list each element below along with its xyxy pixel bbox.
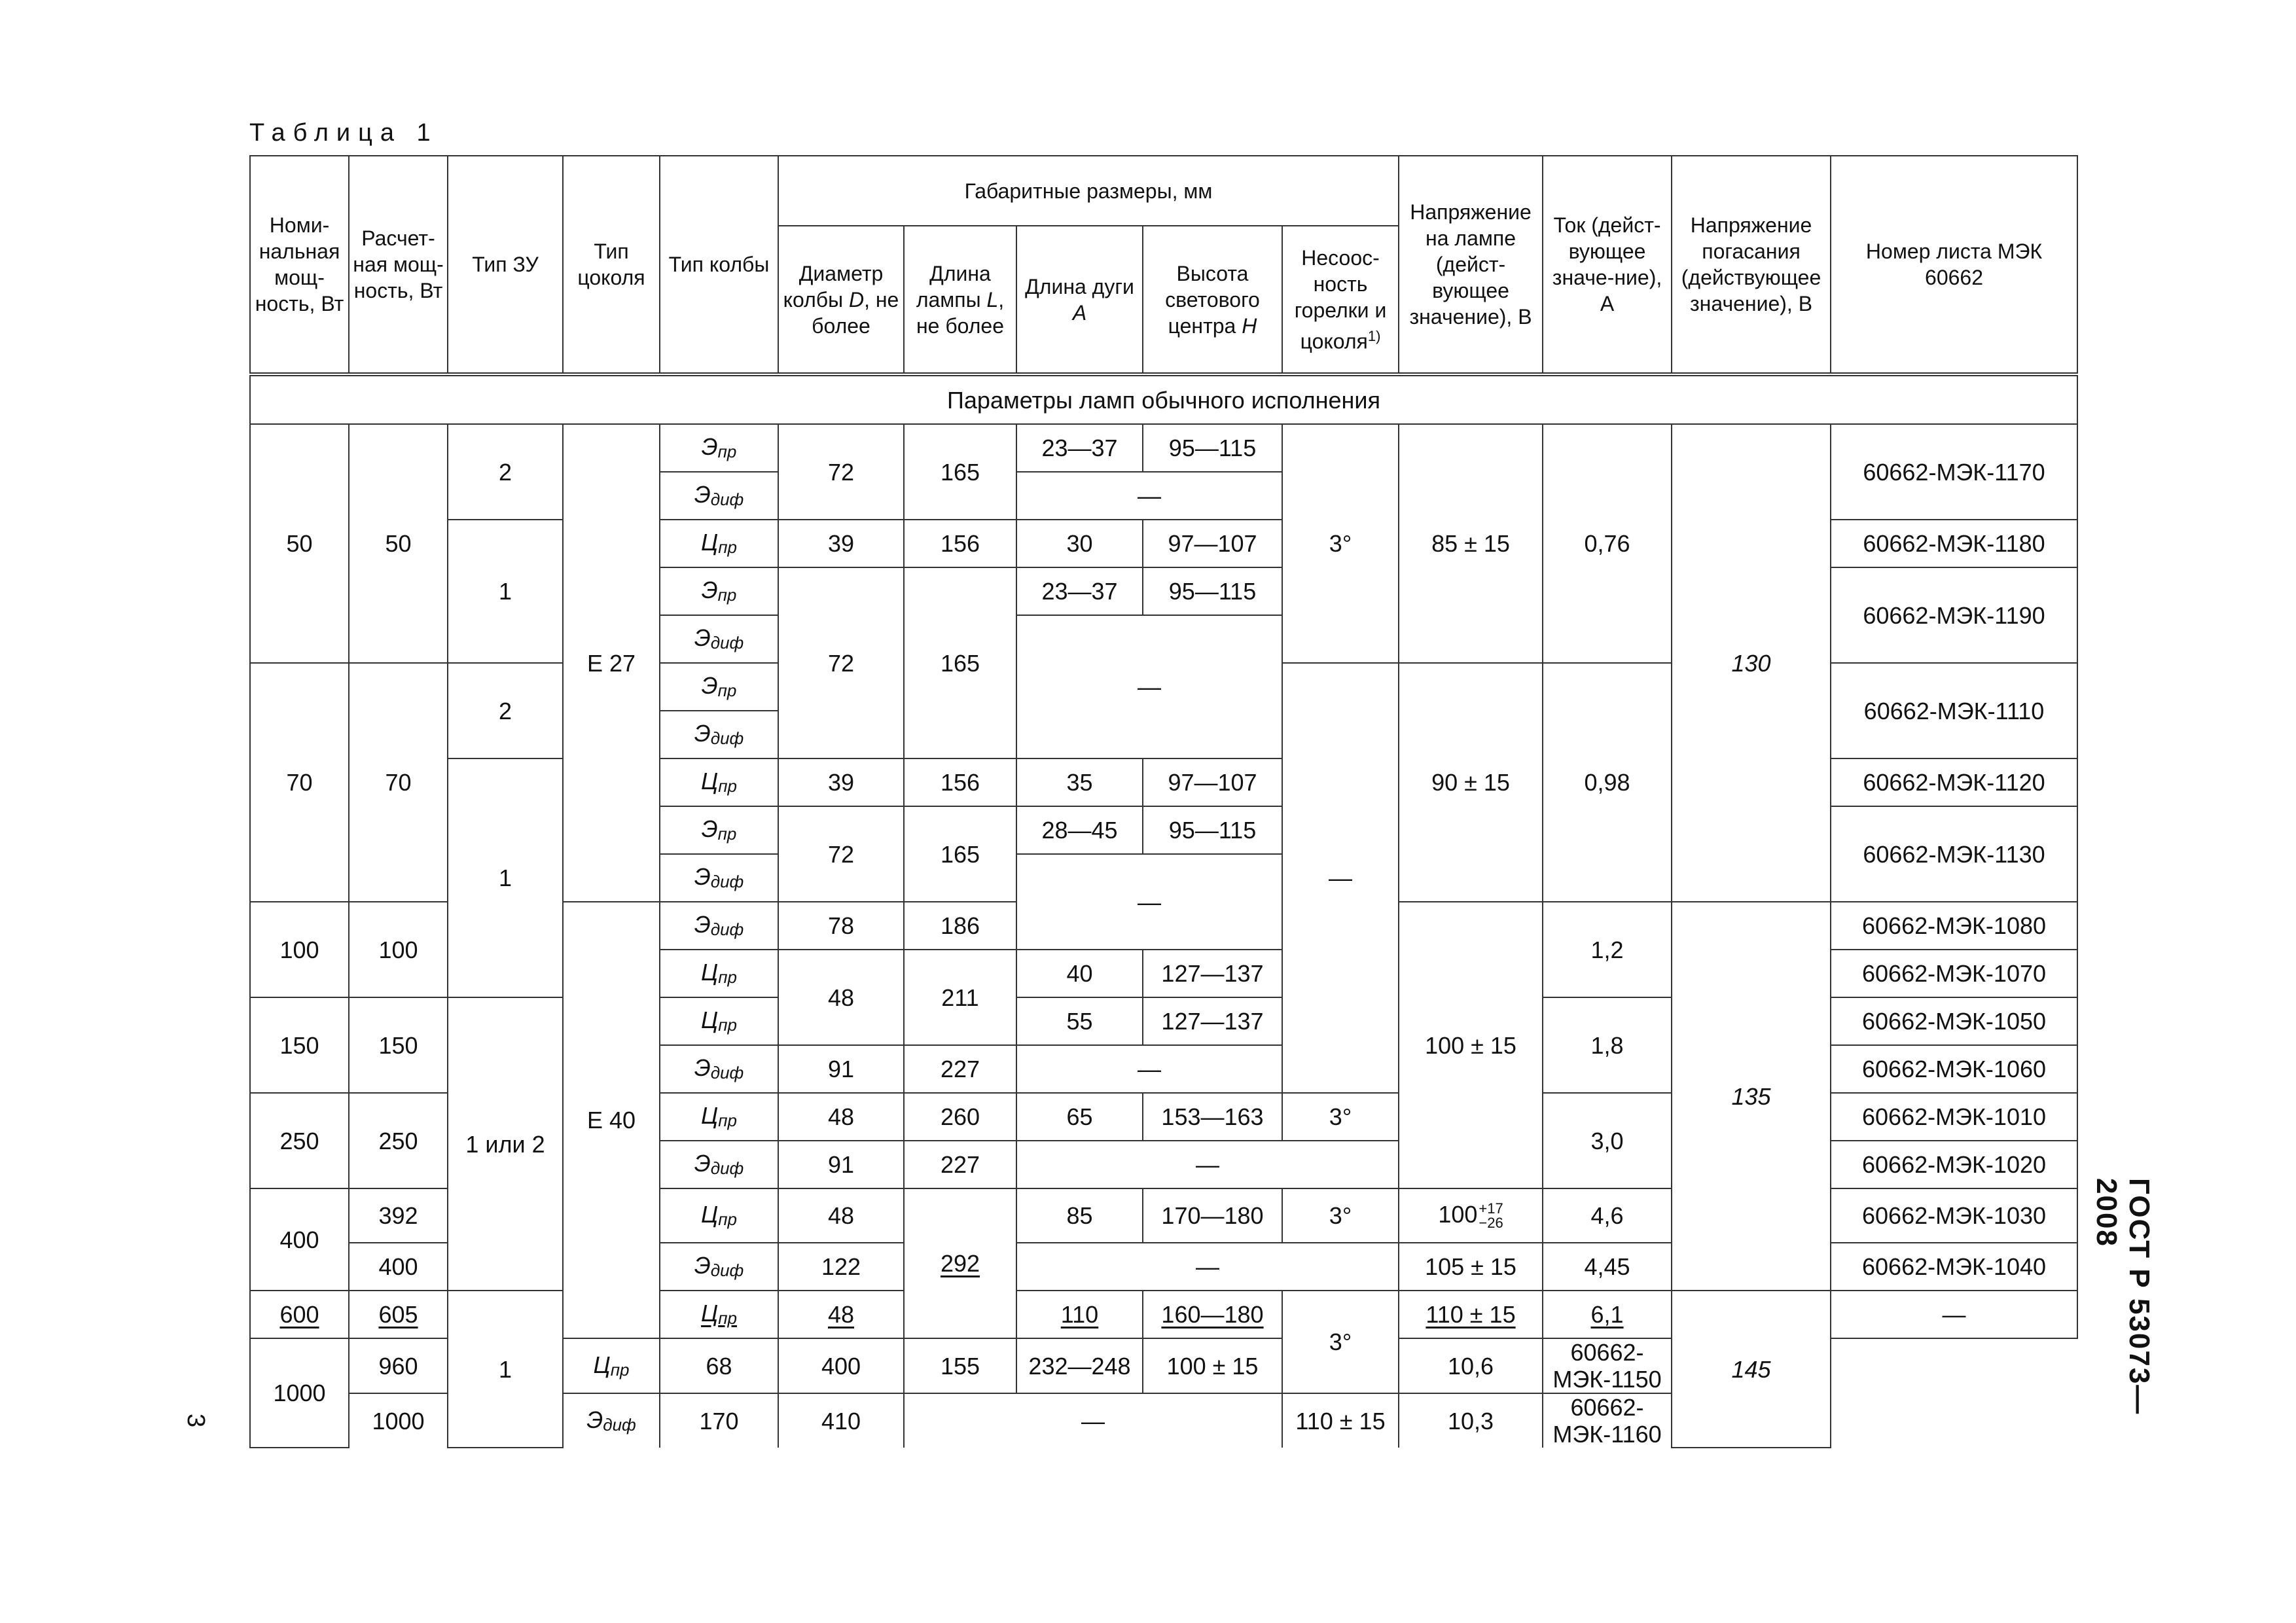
header-extinction-voltage: Напряжение погасания (действующее значение), В — [1672, 156, 1831, 374]
extinction-voltage-cell: 130 — [1672, 424, 1831, 902]
dimension-dash-cell: — — [1016, 1141, 1399, 1188]
igniter-type-cell: 1 — [448, 1291, 563, 1448]
light-center-cell: 232—248 — [1016, 1338, 1143, 1393]
table-caption: Таблица 1 — [249, 119, 439, 147]
cap-type-cell: Е 40 — [563, 902, 660, 1338]
bulb-type-cell: $Э_{диф}$ — [660, 1243, 778, 1291]
lamp-length-cell: 292 — [904, 1188, 1016, 1338]
lamp-length-cell: 400 — [778, 1338, 904, 1393]
lamp-voltage-cell: 85 ± 15 — [1399, 424, 1543, 663]
sheet-number-cell: 60662-МЭК-1050 — [1831, 997, 2077, 1045]
light-center-cell: 97—107 — [1143, 758, 1282, 806]
lamp-length-cell: 156 — [904, 520, 1016, 567]
rated-power-cell: 250 — [349, 1093, 448, 1188]
light-center-cell: 95—115 — [1143, 567, 1282, 615]
lamp-length-cell: 227 — [904, 1045, 1016, 1093]
arc-length-cell: 65 — [1016, 1093, 1143, 1141]
lamp-voltage-cell: 100 ± 15 — [1399, 902, 1543, 1188]
header-cap-type: Тип цоколя — [563, 156, 660, 374]
bulb-type-cell: $Э_{диф}$ — [563, 1393, 660, 1448]
lamp-voltage-cell: 100 ± 15 — [1143, 1338, 1282, 1393]
page-number: 3 — [182, 1414, 209, 1428]
arc-length-cell: 35 — [1016, 758, 1143, 806]
bulb-diameter-cell: 72 — [778, 806, 904, 902]
bulb-diameter-cell: 48 — [778, 1291, 904, 1338]
lamp-parameters-table — [249, 155, 2078, 1448]
extinction-voltage-cell: 145 — [1672, 1291, 1831, 1448]
bulb-diameter-cell: 91 — [778, 1141, 904, 1188]
bulb-type-cell: $Э_{диф}$ — [660, 472, 778, 520]
dimension-dash-cell: — — [1016, 1045, 1282, 1093]
nominal-power-cell: 100 — [250, 902, 349, 997]
rated-power-cell: 960 — [349, 1338, 448, 1393]
bulb-diameter-cell: 39 — [778, 520, 904, 567]
sheet-number-cell: 60662-МЭК-1080 — [1831, 902, 2077, 950]
bulb-type-cell: $Ц_{пр}$ — [660, 520, 778, 567]
misalignment-cell: 3° — [1282, 1188, 1399, 1243]
header-sheet-number: Номер листа МЭК 60662 — [1831, 156, 2077, 374]
bulb-type-cell: $Э_{диф}$ — [660, 854, 778, 902]
bulb-type-cell: $Ц_{пр}$ — [563, 1338, 660, 1393]
bulb-type-cell: $Ц_{пр}$ — [660, 1291, 778, 1338]
header-rated-power: Расчет-ная мощ-ность, Вт — [349, 156, 448, 374]
sheet-number-cell: 60662-МЭК-1110 — [1831, 663, 2077, 758]
cap-type-cell: Е 27 — [563, 424, 660, 902]
bulb-diameter-cell: 72 — [778, 424, 904, 520]
bulb-diameter-cell: 48 — [778, 950, 904, 1045]
sheet-number-cell: 60662-МЭК-1130 — [1831, 806, 2077, 902]
sheet-number-cell: 60662-МЭК-1010 — [1831, 1093, 2077, 1141]
igniter-type-cell: 1 — [448, 520, 563, 663]
nominal-power-cell: 600 — [250, 1291, 349, 1338]
header-misalignment: Несоос-ность горелки и цоколя$^{1)}$ — [1282, 226, 1399, 374]
sheet-number-cell: 60662-МЭК-1120 — [1831, 758, 2077, 806]
arc-length-cell: 55 — [1016, 997, 1143, 1045]
igniter-type-cell: 2 — [448, 663, 563, 758]
current-cell: 10,3 — [1399, 1393, 1543, 1448]
lamp-length-cell: 165 — [904, 424, 1016, 520]
current-cell: 10,6 — [1399, 1338, 1543, 1393]
header-current: Ток (дейст-вующее значе-ние), А — [1543, 156, 1672, 374]
nominal-power-cell: 70 — [250, 663, 349, 902]
lamp-length-cell: 186 — [904, 902, 1016, 950]
extinction-voltage-cell: 135 — [1672, 902, 1831, 1291]
lamp-voltage-cell: 90 ± 15 — [1399, 663, 1543, 902]
dimension-dash-cell: — — [1016, 1243, 1399, 1291]
bulb-diameter-cell: 78 — [778, 902, 904, 950]
bulb-type-cell: $Ц_{пр}$ — [660, 950, 778, 997]
header-igniter-type: Тип ЗУ — [448, 156, 563, 374]
rated-power-cell: 70 — [349, 663, 448, 902]
bulb-diameter-cell: 122 — [778, 1243, 904, 1291]
arc-length-cell: 30 — [1016, 520, 1143, 567]
arc-length-cell: 23—37 — [1016, 567, 1143, 615]
light-center-cell: 127—137 — [1143, 997, 1282, 1045]
lamp-length-cell: 227 — [904, 1141, 1016, 1188]
bulb-type-cell: $Ц_{пр}$ — [660, 997, 778, 1045]
dimension-dash-cell: — — [1016, 472, 1282, 520]
bulb-type-cell: $Э_{диф}$ — [660, 1141, 778, 1188]
sheet-number-cell: 60662-МЭК-1150 — [1543, 1338, 1672, 1393]
bulb-type-cell: $Э_{пр}$ — [660, 663, 778, 711]
lamp-length-cell: 156 — [904, 758, 1016, 806]
rated-power-cell: 392 — [349, 1188, 448, 1243]
arc-length-cell: 40 — [1016, 950, 1143, 997]
section-title: Параметры ламп обычного исполнения — [250, 374, 2077, 424]
bulb-type-cell: $Э_{диф}$ — [660, 902, 778, 950]
bulb-diameter-cell: 39 — [778, 758, 904, 806]
sheet-number-cell: 60662-МЭК-1040 — [1831, 1243, 2077, 1291]
light-center-cell: 95—115 — [1143, 806, 1282, 854]
light-center-cell: 170—180 — [1143, 1188, 1282, 1243]
misalignment-cell: 3° — [1282, 424, 1399, 663]
rated-power-cell: 1000 — [349, 1393, 448, 1448]
sheet-number-cell: 60662-МЭК-1160 — [1543, 1393, 1672, 1448]
nominal-power-cell: 150 — [250, 997, 349, 1093]
current-cell: 4,45 — [1543, 1243, 1672, 1291]
misalignment-cell: 3° — [1282, 1093, 1399, 1141]
rated-power-cell: 400 — [349, 1243, 448, 1291]
bulb-type-cell: $Э_{пр}$ — [660, 424, 778, 472]
nominal-power-cell: 400 — [250, 1188, 349, 1291]
header-lamp-voltage: Напряжение на лампе (дейст-вующее значение), В — [1399, 156, 1543, 374]
bulb-type-cell: $Э_{диф}$ — [660, 711, 778, 758]
bulb-diameter-cell: 72 — [778, 567, 904, 758]
sheet-number-cell: 60662-МЭК-1190 — [1831, 567, 2077, 663]
header-light-center-height: Высота светового центра H — [1143, 226, 1282, 374]
current-cell: 6,1 — [1543, 1291, 1672, 1338]
misalignment-cell: — — [1282, 663, 1399, 1093]
arc-length-cell: 28—45 — [1016, 806, 1143, 854]
igniter-type-cell: 1 или 2 — [448, 997, 563, 1291]
lamp-voltage-cell: 110 ± 15 — [1399, 1291, 1543, 1338]
lamp-voltage-cell: 100+17 −26 — [1399, 1188, 1543, 1243]
bulb-type-cell: $Э_{диф}$ — [660, 615, 778, 663]
rated-power-cell: 50 — [349, 424, 448, 663]
header-nominal-power: Номи-нальная мощ-ность, Вт — [250, 156, 349, 374]
sheet-number-cell: 60662-МЭК-1030 — [1831, 1188, 2077, 1243]
header-bulb-type: Тип колбы — [660, 156, 778, 374]
bulb-type-cell: $Ц_{пр}$ — [660, 1093, 778, 1141]
dimension-dash-cell: — — [1016, 854, 1282, 950]
sheet-number-cell: 60662-МЭК-1180 — [1831, 520, 2077, 567]
rated-power-cell: 150 — [349, 997, 448, 1093]
header-dimensions: Габаритные размеры, мм — [778, 156, 1399, 226]
lamp-length-cell: 410 — [778, 1393, 904, 1448]
bulb-type-cell: $Ц_{пр}$ — [660, 758, 778, 806]
bulb-diameter-cell: 68 — [660, 1338, 778, 1393]
nominal-power-cell: 1000 — [250, 1338, 349, 1448]
light-center-cell: 160—180 — [1143, 1291, 1282, 1338]
arc-length-cell: 155 — [904, 1338, 1016, 1393]
lamp-length-cell: 211 — [904, 950, 1016, 1045]
rated-power-cell: 100 — [349, 902, 448, 997]
bulb-type-cell: $Э_{диф}$ — [660, 1045, 778, 1093]
dimension-dash-cell: — — [1016, 615, 1282, 758]
light-center-cell: 153—163 — [1143, 1093, 1282, 1141]
lamp-voltage-cell: 105 ± 15 — [1399, 1243, 1543, 1291]
current-cell: 0,98 — [1543, 663, 1672, 902]
nominal-power-cell: 250 — [250, 1093, 349, 1188]
nominal-power-cell: 50 — [250, 424, 349, 663]
current-cell: 4,6 — [1543, 1188, 1672, 1243]
sheet-number-cell: 60662-МЭК-1170 — [1831, 424, 2077, 520]
header-lamp-length: Длина лампы L, не более — [904, 226, 1016, 374]
current-cell: 1,8 — [1543, 997, 1672, 1093]
arc-length-cell: 110 — [1016, 1291, 1143, 1338]
bulb-diameter-cell: 48 — [778, 1093, 904, 1141]
light-center-cell: 95—115 — [1143, 424, 1282, 472]
misalignment-cell: 3° — [1282, 1291, 1399, 1393]
lamp-length-cell: 165 — [904, 567, 1016, 758]
bulb-type-cell: $Э_{пр}$ — [660, 806, 778, 854]
igniter-type-cell: 2 — [448, 424, 563, 520]
rated-power-cell: 605 — [349, 1291, 448, 1338]
dimension-dash-cell: — — [904, 1393, 1282, 1448]
light-center-cell: 97—107 — [1143, 520, 1282, 567]
bulb-type-cell: $Ц_{пр}$ — [660, 1188, 778, 1243]
current-cell: 3,0 — [1543, 1093, 1672, 1188]
arc-length-cell: 85 — [1016, 1188, 1143, 1243]
light-center-cell: 127—137 — [1143, 950, 1282, 997]
lamp-voltage-cell: 110 ± 15 — [1282, 1393, 1399, 1448]
bulb-diameter-cell: 48 — [778, 1188, 904, 1243]
sheet-number-cell: 60662-МЭК-1070 — [1831, 950, 2077, 997]
sheet-number-cell: — — [1831, 1291, 2077, 1338]
arc-length-cell: 23—37 — [1016, 424, 1143, 472]
header-bulb-diameter: Диаметр колбы D, не более — [778, 226, 904, 374]
igniter-type-cell: 1 — [448, 758, 563, 997]
current-cell: 1,2 — [1543, 902, 1672, 997]
header-arc-length: Длина дуги A — [1016, 226, 1143, 374]
lamp-length-cell: 260 — [904, 1093, 1016, 1141]
standard-designation: ГОСТ Р 53073—2008 — [2090, 1178, 2155, 1416]
bulb-diameter-cell: 91 — [778, 1045, 904, 1093]
bulb-type-cell: $Э_{пр}$ — [660, 567, 778, 615]
current-cell: 0,76 — [1543, 424, 1672, 663]
lamp-length-cell: 165 — [904, 806, 1016, 902]
bulb-diameter-cell: 170 — [660, 1393, 778, 1448]
sheet-number-cell: 60662-МЭК-1020 — [1831, 1141, 2077, 1188]
sheet-number-cell: 60662-МЭК-1060 — [1831, 1045, 2077, 1093]
